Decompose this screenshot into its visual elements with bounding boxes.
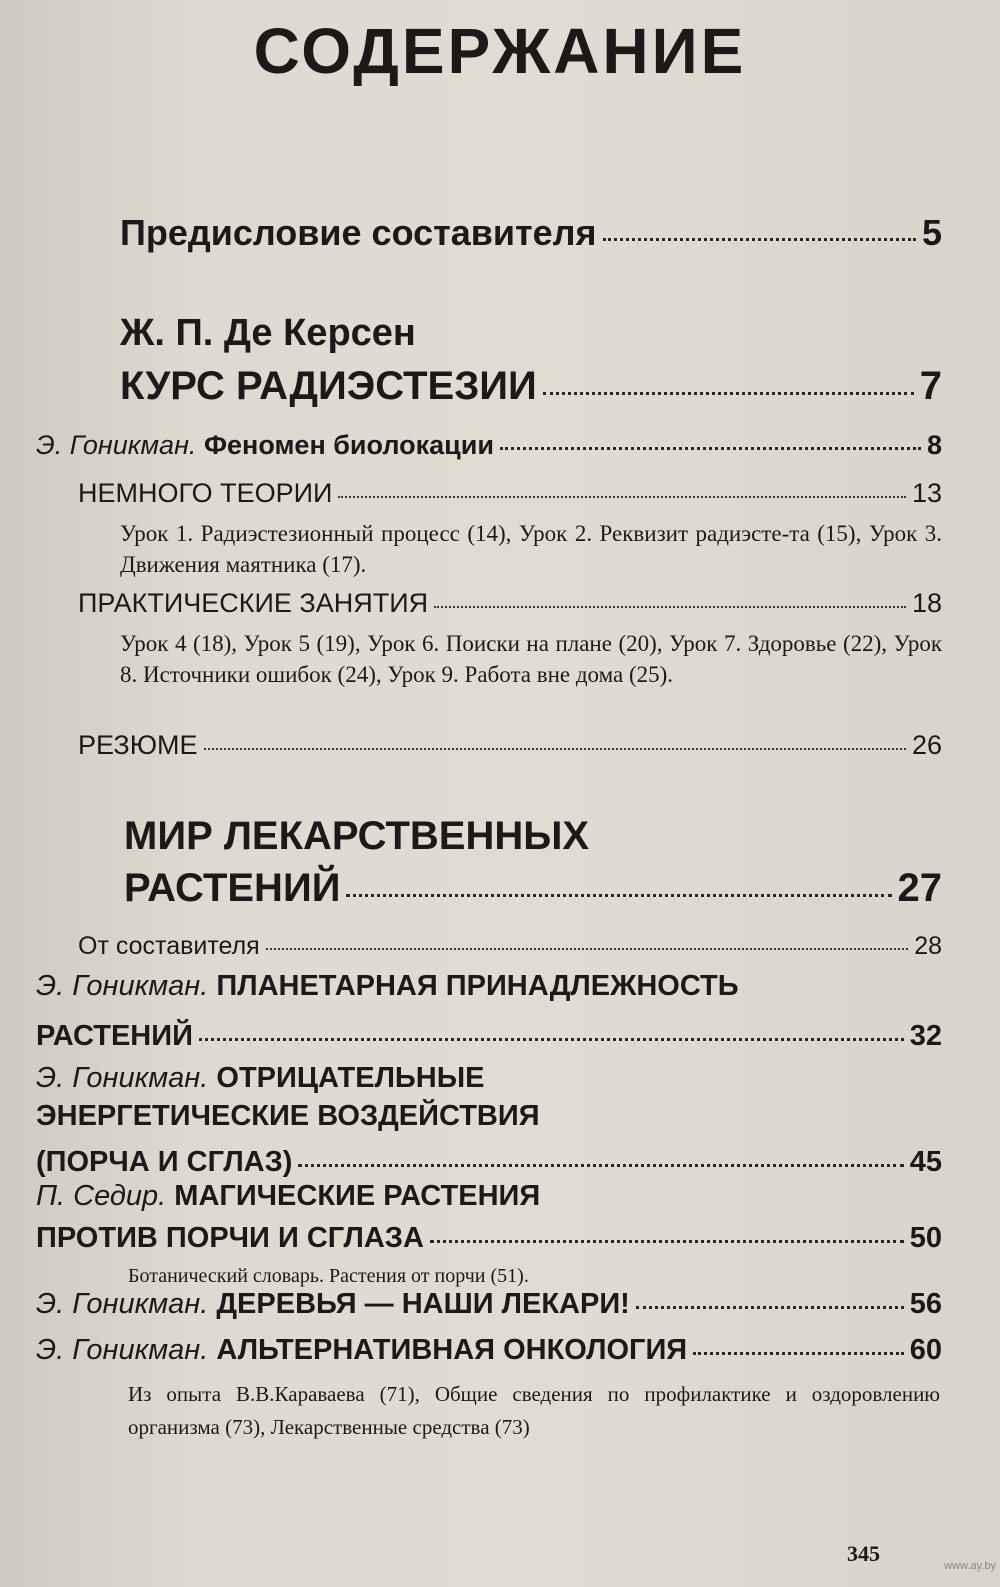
toc-entry-theory: [78, 478, 942, 509]
entry-author: Э. Гоникман.: [36, 1288, 209, 1320]
entry-title: Предисловие составителя: [120, 212, 597, 253]
entry-title: МАГИЧЕСКИЕ РАСТЕНИЯ: [174, 1180, 541, 1212]
dot-leader: [500, 447, 921, 450]
section-author: Ж. П. Де Керсен: [120, 312, 416, 354]
entry-title: КУРС РАДИЭСТЕЗИИ: [120, 364, 537, 408]
entry-page: 8: [926, 430, 942, 460]
dot-leader: [204, 748, 906, 750]
entry-author: Э. Гоникман.: [36, 1062, 209, 1094]
page-number: 345: [847, 1541, 880, 1566]
dot-leader: [603, 238, 916, 241]
dot-leader: [338, 496, 906, 498]
toc-entry-preface: [120, 212, 942, 254]
entry-title: ОТРИЦАТЕЛЬНЫЕ: [216, 1062, 485, 1094]
entry-title: ПРАКТИЧЕСКИЕ ЗАНЯТИЯ: [78, 588, 429, 618]
entry-page: 56: [909, 1288, 942, 1320]
entry-title: ПЛАНЕТАРНАЯ ПРИНАДЛЕЖНОСТЬ: [216, 970, 739, 1002]
entry-title: РАСТЕНИЙ: [124, 866, 341, 910]
entry-page: 32: [909, 1020, 942, 1052]
practice-lessons: Урок 4 (18), Урок 5 (19), Урок 6. Поиски на плане (20), Урок 7. Здоровье (22), Урок 8. Источники ошибок (24), Урок 9. Работа вне дома (25).: [120, 631, 942, 687]
dot-leader: [543, 392, 914, 395]
entry-title-cont: (ПОРЧА И СГЛАЗ): [36, 1146, 293, 1178]
toc-entry-negative: [36, 1146, 942, 1179]
magic-subentries: Ботанический словарь. Растения от порчи (51).: [128, 1265, 529, 1287]
dot-leader: [430, 1240, 904, 1243]
watermark: www.ay.by: [944, 1560, 996, 1572]
toc-entry-trees: [36, 1288, 942, 1321]
entry-title: АЛЬТЕРНАТИВНАЯ ОНКОЛОГИЯ: [216, 1334, 688, 1366]
entry-page: 50: [909, 1222, 942, 1254]
page-title: СОДЕРЖАНИЕ: [253, 15, 747, 87]
toc-entry-magic: [36, 1222, 942, 1255]
entry-page: 45: [909, 1146, 942, 1178]
entry-page: 18: [911, 588, 942, 618]
oncology-subentries: Из опыта В.В.Караваева (71), Общие сведения по профилактике и оздоровлению организма (73), Лекарственные средства (73): [128, 1382, 940, 1439]
entry-title-cont: РАСТЕНИЙ: [36, 1020, 193, 1052]
entry-title: РЕЗЮМЕ: [78, 730, 198, 760]
dot-leader: [266, 948, 908, 950]
toc-entry-oncology: [36, 1334, 942, 1367]
negative-line2: ЭНЕРГЕТИЧЕСКИЕ ВОЗДЕЙСТВИЯ: [36, 1100, 540, 1132]
entry-title-cont: ПРОТИВ ПОРЧИ И СГЛАЗА: [36, 1222, 424, 1254]
entry-page: 27: [897, 866, 942, 910]
toc-entry-practice: [78, 588, 942, 619]
entry-title: От составителя: [78, 932, 260, 960]
entry-page: 13: [911, 478, 942, 508]
dot-leader: [346, 894, 891, 897]
section-title-line1: МИР ЛЕКАРСТВЕННЫХ: [124, 814, 590, 858]
dot-leader: [434, 606, 906, 608]
dot-leader: [693, 1352, 904, 1355]
entry-page: 26: [911, 730, 942, 760]
toc-entry-from-compiler: [78, 932, 942, 961]
negative-line1: [36, 1062, 484, 1095]
entry-page: 60: [909, 1334, 942, 1366]
entry-title: ДЕРЕВЬЯ — НАШИ ЛЕКАРИ!: [216, 1288, 630, 1320]
entry-author: Э. Гоникман.: [36, 430, 197, 460]
toc-entry-summary: [78, 730, 942, 761]
entry-page: 5: [921, 212, 942, 253]
dot-leader: [298, 1164, 903, 1167]
entry-page: 28: [914, 932, 942, 960]
entry-author: Э. Гоникман.: [36, 970, 209, 1002]
theory-lessons: Урок 1. Радиэстезионный процесс (14), Урок 2. Реквизит радиэсте-та (15), Урок 3. Движения маятника (17).: [120, 521, 942, 577]
entry-author: Э. Гоникман.: [36, 1334, 209, 1366]
magic-line1: [36, 1180, 540, 1213]
entry-author: П. Седир.: [36, 1180, 167, 1212]
toc-entry-phenomenon: [36, 430, 942, 461]
entry-title: Феномен биолокации: [203, 430, 494, 460]
toc-entry-radiesthesia: [120, 364, 942, 409]
entry-page: 7: [919, 364, 942, 408]
entry-title: НЕМНОГО ТЕОРИИ: [78, 478, 333, 508]
toc-entry-world: [124, 866, 942, 911]
planetary-line1: [36, 970, 739, 1003]
dot-leader: [199, 1038, 904, 1041]
toc-entry-planetary: [36, 1020, 942, 1053]
dot-leader: [636, 1306, 904, 1309]
